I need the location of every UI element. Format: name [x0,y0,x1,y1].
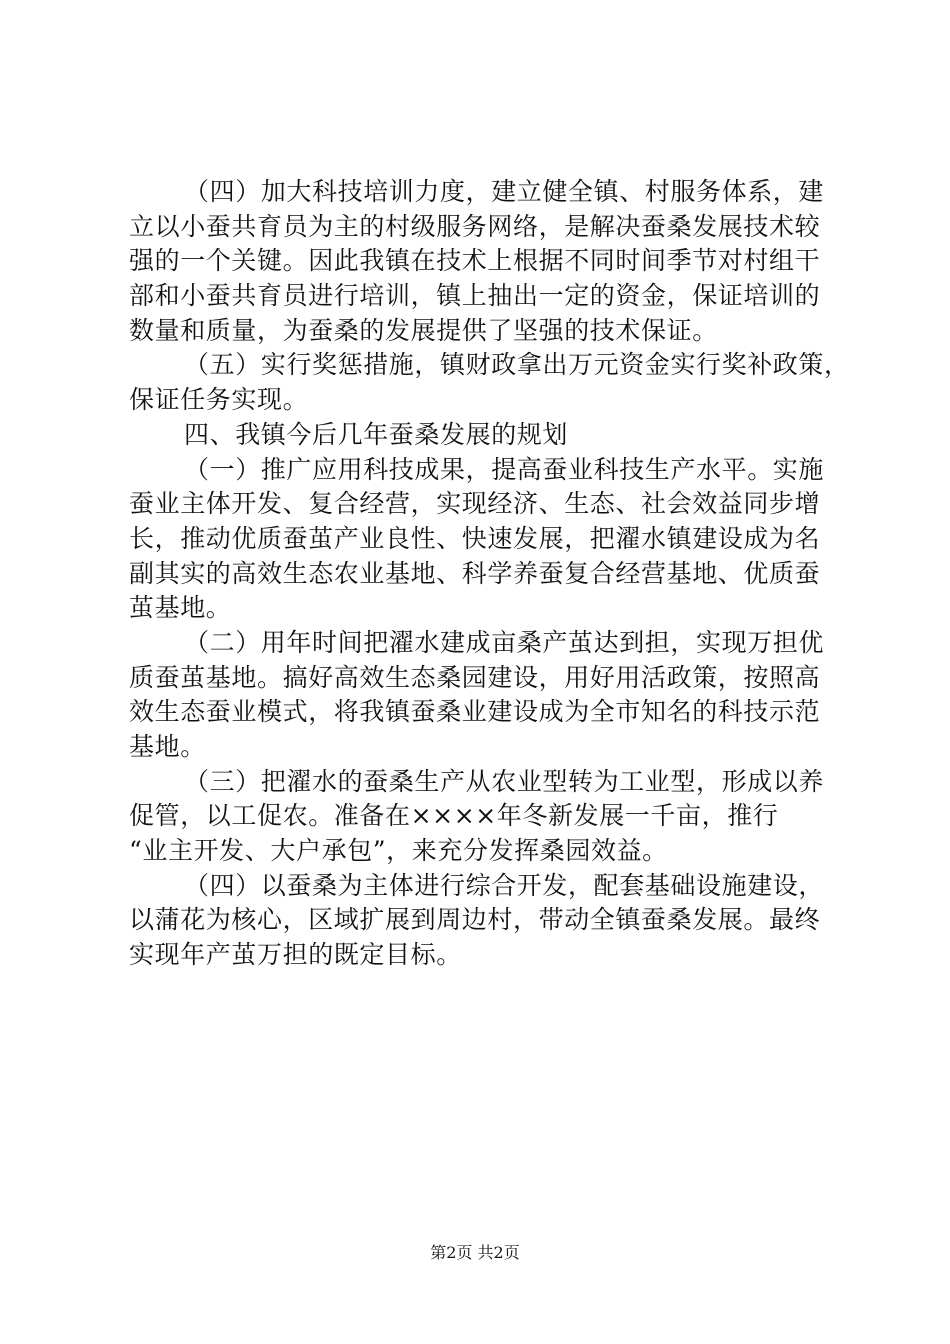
paragraph-line: “业主开发、大户承包”，来充分发挥桑园效益。 [129,836,668,866]
paragraph-line: 蚕业主体开发、复合经营，实现经济、生态、社会效益同步增 [129,489,821,519]
paragraph-line: 长，推动优质蚕茧产业良性、快速发展，把濯水镇建设成为名 [129,523,821,553]
paragraph-line: 茧基地。 [129,593,232,623]
paragraph-line: （四）以蚕桑为主体进行综合开发，配套基础设施建设， [184,870,825,900]
paragraph-line: 强的一个关键。因此我镇在技术上根据不同时间季节对村组干 [129,246,821,276]
page-number-label: 第2页 共2页 [430,1243,520,1262]
paragraph-line: 部和小蚕共育员进行培训，镇上抽出一定的资金，保证培训的 [129,281,821,311]
paragraph-line: 促管，以工促农。准备在××××年冬新发展一千亩，推行 [129,801,779,831]
paragraph-line: （二）用年时间把濯水建成亩桑产茧达到担，实现万担优 [184,627,825,657]
paragraph-line: 立以小蚕共育员为主的村级服务网络，是解决蚕桑发展技术较 [129,211,821,241]
paragraph-line: 基地。 [129,732,206,761]
paragraph-line: 以蒲花为核心，区域扩展到周边村，带动全镇蚕桑发展。最终 [129,905,821,935]
paragraph-line: 副其实的高效生态农业基地、科学养蚕复合经营基地、优质蚕 [129,558,821,588]
paragraph-line: （一）推广应用科技成果，提高蚕业科技生产水平。实施 [184,454,825,484]
document-body [129,175,850,973]
paragraph-line: （三）把濯水的蚕桑生产从农业型转为工业型，形成以养 [184,766,825,796]
paragraph-line: 质蚕茧基地。搞好高效生态桑园建设，用好用活政策，按照高 [129,662,821,692]
paragraph-line: （五）实行奖惩措施，镇财政拿出万元资金实行奖补政策， [184,350,850,380]
paragraph-line: 实现年产茧万担的既定目标。 [129,940,462,970]
paragraph-line: 保证任务实现。 [129,385,309,415]
paragraph-line: （四）加大科技培训力度，建立健全镇、村服务体系，建 [184,177,825,206]
page-footer [0,1243,950,1263]
paragraph-line: 数量和质量，为蚕桑的发展提供了坚强的技术保证。 [129,315,718,345]
paragraph-line: 效生态蚕业模式，将我镇蚕桑业建设成为全市知名的科技示范 [129,697,821,727]
section-heading: 四、我镇今后几年蚕桑发展的规划 [184,419,569,449]
